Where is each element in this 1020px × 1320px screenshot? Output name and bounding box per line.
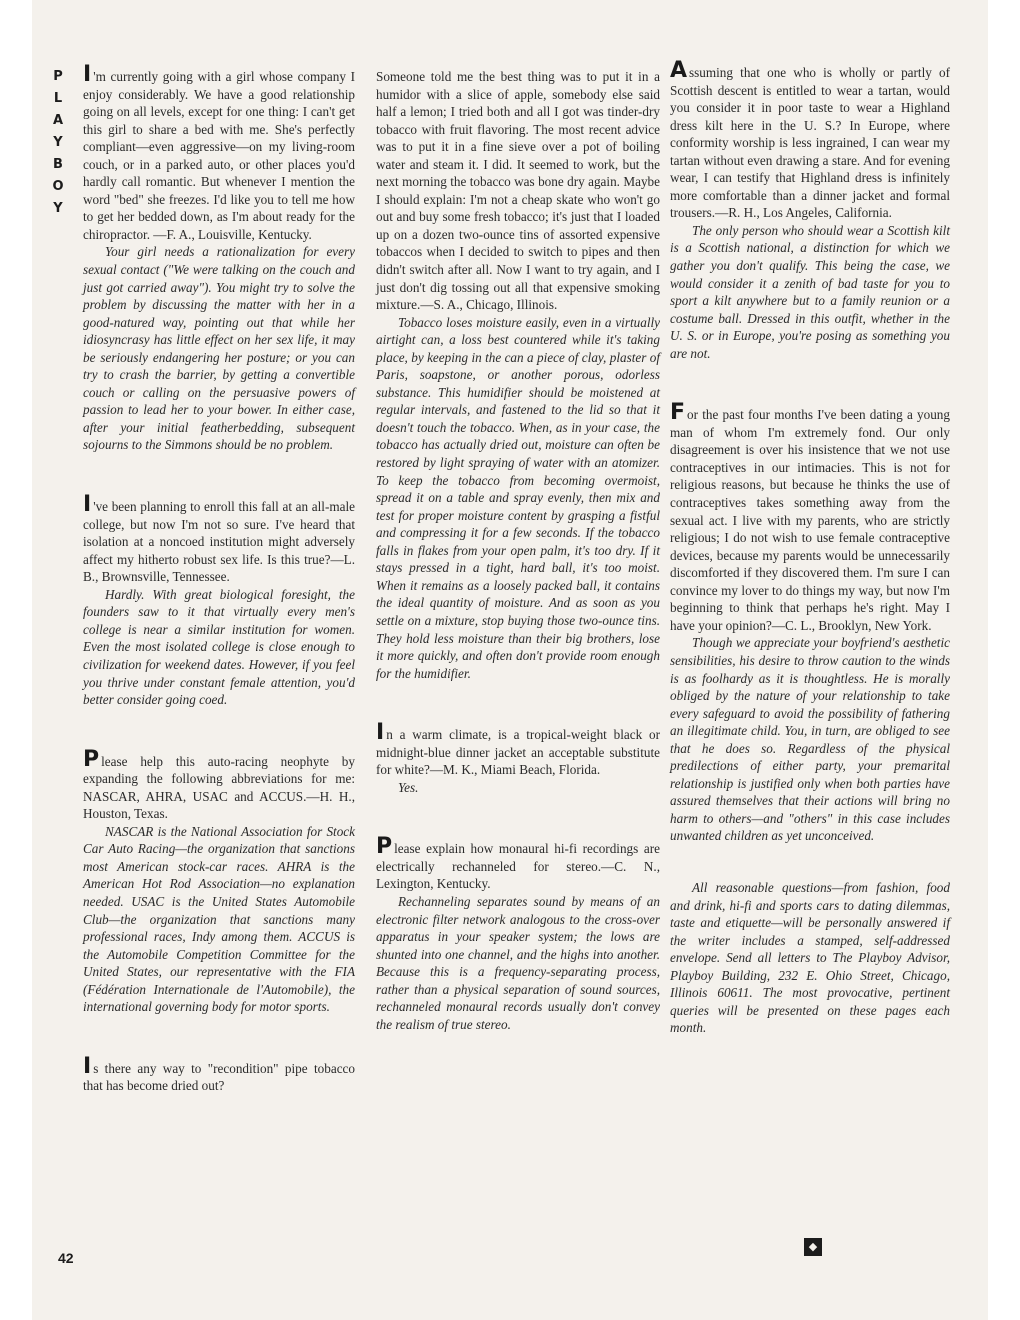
advisor-answer: NASCAR is the National Association for Stock Car Auto Racing—the organization that sanctions most American stock-car races. AHRA is the American Hot Rod Association—no explanation needed. USAC is the United States Automobile Club—the organization that sanctions many professional races, Indy among them. ACCUS is the Automobile Competition Committee for the United States, our representative with the FIA (Fédération Internationale de l'Automobile), the international governing body for motor sports.	[83, 823, 355, 1015]
drop-initial: A	[670, 58, 688, 83]
masthead-playboy	[52, 66, 66, 220]
advisor-answer: Yes.	[398, 779, 419, 795]
letter-question: Is there any way to "recondition" pipe tobacco that has become dried out?	[83, 1053, 355, 1094]
drop-initial: I	[376, 720, 385, 746]
advisor-answer: Rechanneling separates sound by means of an electronic filter network analogous to the cross-over apparatus in your speaker system; the lows are shunted into one channel, and the highs into another. Because this is a frequency-separating process, rather than a physical separation of sound sources, rechanneled monaural records usually don't convey the realism of true stereo.	[376, 893, 660, 1032]
masthead-letter: O	[52, 179, 66, 194]
letter-question: In a warm climate, is a tropical-weight black or midnight-blue dinner jacket an acceptable substitute for white?—M. K., Miami Beach, Florida.	[376, 720, 660, 778]
section-gap	[670, 845, 950, 879]
advisor-answer: Tobacco loses moisture easily, even in a virtually airtight can, a loss best countered while it's taking place, by keeping in the can a piece of clay, plaster of Paris, soapstone, or another porous, odorless substance. This humidifier should be moistened at regular intervals, and fastened to the lid so that it doesn't touch the tobacco. When, as in your case, the tobacco has actually dried out, moisture can often be restored by light spraying of water with an atomizer. To keep the tobacco from becoming overmoist, spread it on a table and spray evenly, then mix and test for proper moisture content by grasping a fistful and compressing it for a few seconds. If the tobacco falls in flakes from your open palm, it's too dry. If it stays pressed in a tight, hard ball, it's too moist. When it remains as a loosely packed ball, it contains the ideal quantity of moisture. And as soon as you settle on a mixture, stop buying those two-ounce tins. They hold less moisture than their big brothers, lose it more quickly, and often don't provide room enough for the humidifier.	[376, 314, 660, 681]
drop-initial: F	[670, 400, 686, 426]
page-number: 42	[58, 1250, 74, 1266]
advisor-answer: Your girl needs a rationalization for every sexual contact ("We were talking on the couch and just got carried away"). You might try to solve the problem by discussing the matter with her in a good-natured way, pointing out that while her idiosyncrasy has little effect on her sex life, it may be seriously endangering her posture; or you can try to crash the barrier, by getting a convertible couch or calling on the persuasive powers of passion to lead her to your bower. In either case, after your initial featherbedding, subsequent sojourns to the Simmons should be no problem.	[83, 244, 355, 453]
masthead-letter: L	[53, 91, 65, 106]
section-gap	[376, 682, 660, 726]
rabbit-head-icon: ◆	[804, 1238, 822, 1256]
masthead-letter: A	[52, 113, 66, 128]
section-gap	[83, 709, 355, 753]
masthead-letter: Y	[53, 201, 65, 216]
letter-question: Please help this auto-racing neophyte by expanding the following abbreviations for me: NASCAR, AHRA, USAC and ACCUS.—H. H., Houston, Texas.	[83, 746, 355, 822]
drop-initial: P	[376, 834, 393, 860]
section-gap	[670, 362, 950, 406]
masthead-letter: B	[53, 157, 65, 172]
drop-initial: I	[83, 62, 92, 87]
column-2	[376, 68, 660, 1033]
drop-initial: P	[83, 746, 100, 772]
letter-question: Please explain how monaural hi-fi recordings are electrically rechanneled for stereo.—C. N., Lexington, Kentucky.	[376, 834, 660, 892]
advisor-answer: The only person who should wear a Scottish kilt is a Scottish national, a distinction for which we gather you don't qualify. This being the case, we would consider it a zenith of bad taste for you to sport a kilt anywhere but to a family reunion or a costume ball. Dressed in this outfit, whether in the U. S. or in Europe, you're posing as something you are not.	[670, 222, 950, 361]
letter-question: Assuming that one who is wholly or partly of Scottish descent is entitled to wear a tartan, would you consider it in poor taste to wear a Highland dress kilt here in the U. S.? In Europe, where conformity worship is less ingrained, I can wear my tartan without even drawing a stare. And for evening wear, I can testify that Highland dress is infinitely more comfortable than a dinner jacket and formal trousers.—R. H., Los Angeles, California.	[670, 58, 950, 221]
advisor-answer: Though we appreciate your boyfriend's aesthetic sensibilities, his desire to throw caution to the winds is as foolhardy as it is thoughtless. He is morally obliged by the nature of your relationship to take every safeguard to avoid the possibility of fathering an illegitimate child. You, in turn, are obliged to see that he does so. Regardless of the physical predilections of either party, your premarital relationship is justified only when both parties have assured themselves that their actions will bring no harm to others—and "others" in this case includes unwanted children as yet unconceived.	[670, 635, 950, 844]
letter-question: I 've been planning to enroll this fall at an all-male college, but now I'm not so sure. I've heard that isolation at a noncoed institution might adversely affect my hitherto robust sex life. Is this true?—L. B., Brownsville, Tennessee.	[83, 492, 355, 585]
letter-question-continued: Someone told me the best thing was to put it in a humidor with a slice of apple, somebody else said half a lemon; I tried both and all I got was tinder-dry tobacco with fruit flavoring. The most recent advice was to put it in a fine sieve over a pot of boiling water and steam it. I did. It seemed to work, but the next morning the tobacco was bone dry again. Maybe I should explain: I'm not a cheap skate who won't go out and buy some fresh tobacco; it's just that I loaded up on a dozen two-ounce tins of assorted expensive tobaccos when I decided to switch to pipes and then didn't switch after all. Now I want to try again, and I just don't dig tossing out all that expensive smoking mixture.—S. A., Chicago, Illinois.	[376, 69, 660, 313]
section-gap	[83, 454, 355, 498]
column-3	[670, 58, 950, 1037]
section-gap	[376, 796, 660, 840]
drop-initial: I	[83, 1053, 92, 1079]
advisor-footer-note: All reasonable questions—from fashion, food and drink, hi-fi and sports cars to dating dilemmas, taste and etiquette—will be personally answered if the writer includes a stamped, self-addressed envelope. Send all letters to The Playboy Advisor, Playboy Building, 232 E. Ohio Street, Chicago, Illinois 60611. The most provocative, pertinent queries will be presented on these pages each month.	[670, 879, 950, 1036]
section-gap	[83, 1016, 355, 1060]
advisor-answer: Hardly. With great biological foresight, the founders saw to it that virtually every men's college is near a similar institution for women. Even the most isolated college is close enough to civilization for weekend dates. However, if you feel you thrive under constant female attention, you'd better consider going coed.	[83, 586, 355, 708]
column-1	[83, 62, 355, 1095]
masthead-letter: P	[53, 69, 65, 84]
drop-initial: I	[83, 492, 92, 518]
masthead-letter: Y	[53, 135, 65, 150]
letter-question: For the past four months I've been dating a young man of whom I'm extremely fond. Our only disagreement is over his insistence that we not use contraceptives in our intimacies. This is not for religious reasons, but because he thinks the use of contraceptives takes something away from the sexual act. I live with my parents, who are strictly religious; I do not wish to use female contraceptive devices, because my parents would be unnecessarily discomforted if they discovered them. I'm sure I can convince my lover to do things my way, but now I'm beginning to think that perhaps he's right. May I have your opinion?—C. L., Brooklyn, New York.	[670, 400, 950, 633]
letter-question: I 'm currently going with a girl whose company I enjoy considerably. We have a good relationship going on all levels, except for one thing: I can't get this girl to share a bed with me. She's perfectly compliant—even aggressive—on my living-room couch, or in a parked auto, or other places you'd hardly call romantic. But whenever I mention the word "bed" she freezes. I'd like you to tell me how to get her bedded down, as I'm about ready for the chiropractor. —F. A., Louisville, Kentucky.	[83, 62, 355, 242]
